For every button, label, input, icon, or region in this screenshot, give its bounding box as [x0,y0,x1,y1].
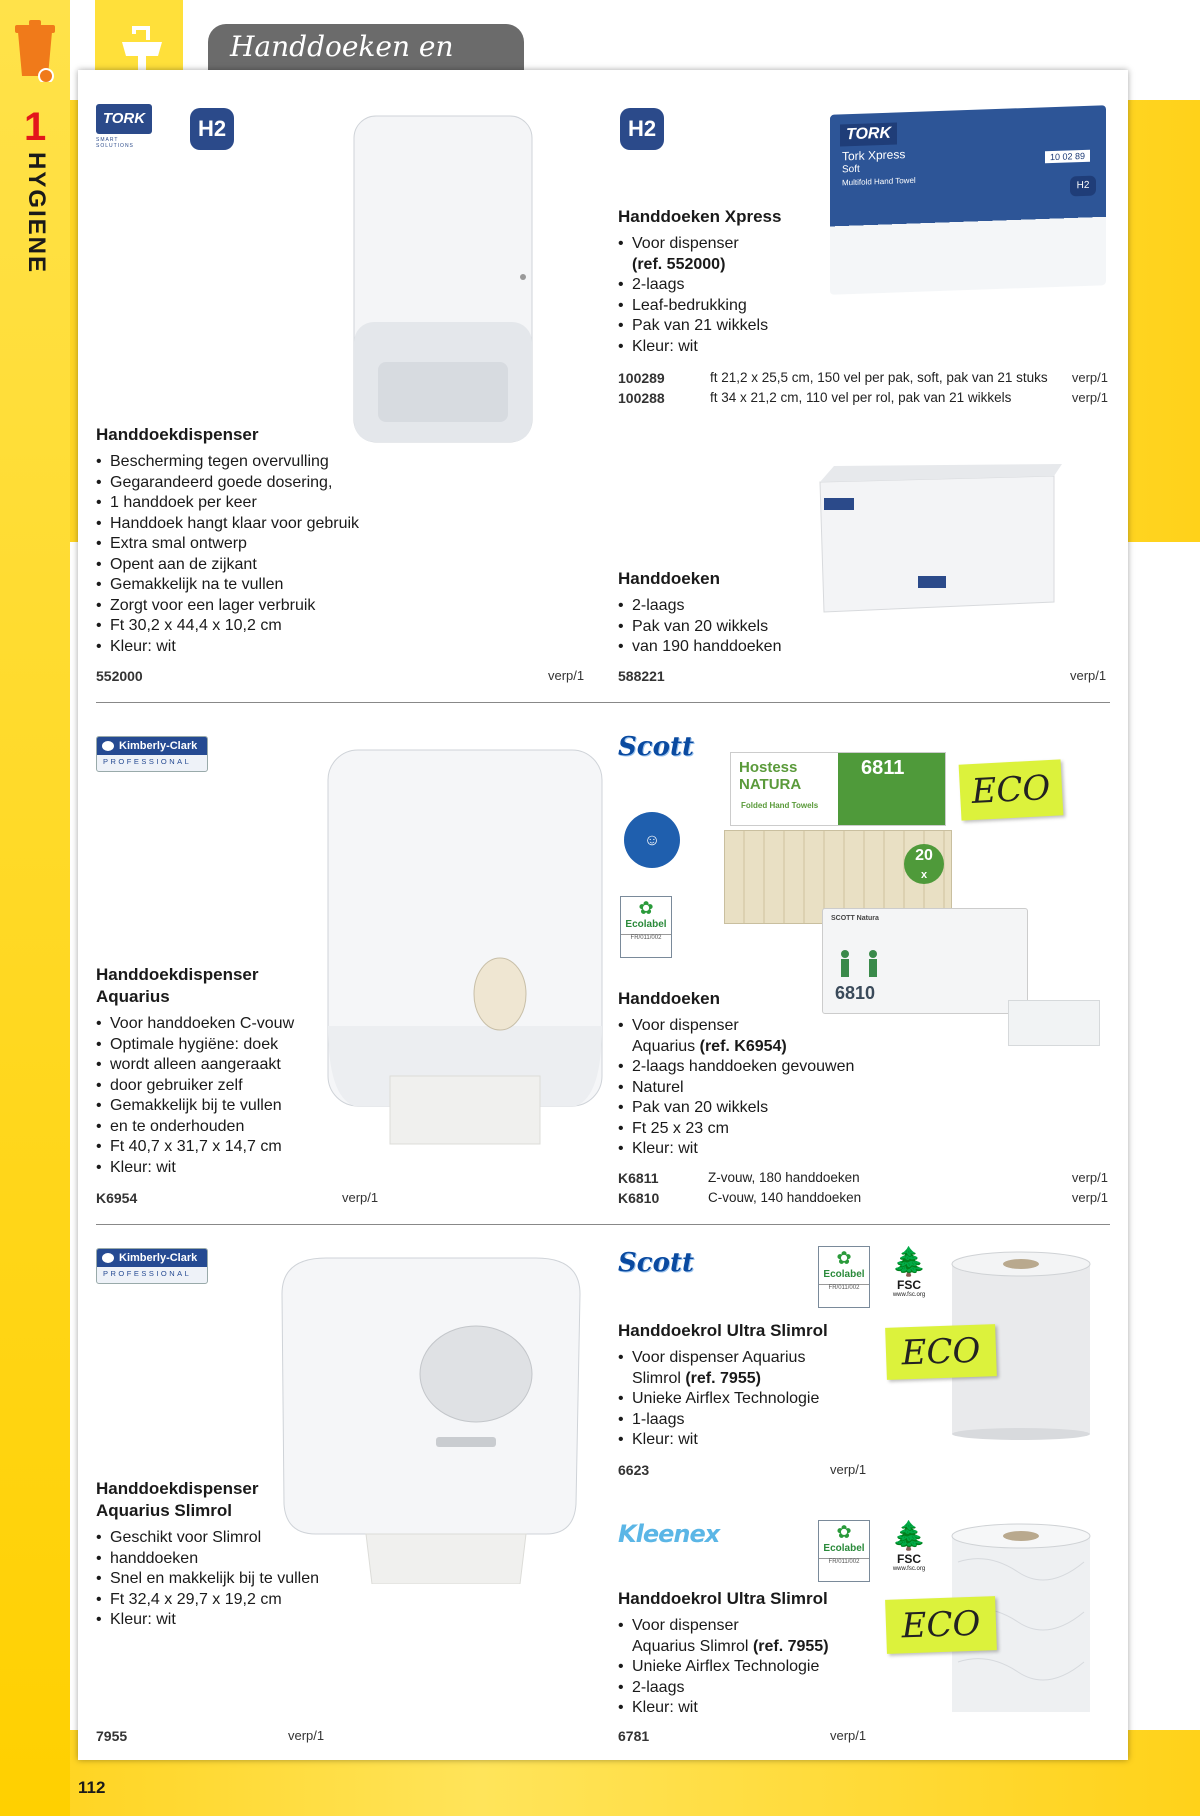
list-item-continuation: wordt alleen aangeraakt [110,1056,281,1073]
eco-label: ECO [885,1324,997,1380]
product-title: Handdoekrol Ultra Slimrol [618,1589,828,1608]
feature-list [618,1348,878,1451]
reference-link[interactable]: (ref. 552000) [632,255,726,273]
fsc-text: FSC [897,1552,921,1566]
packaging-unit: verp/1 [342,1190,379,1205]
tork-logo-mark: TORK [96,104,152,134]
list-item: • Gemakkelijk bij te vullen [96,1096,356,1117]
list-item [96,1076,356,1097]
article-code: 6781 [618,1728,650,1744]
reference-link[interactable]: (ref. 7955) [685,1369,761,1387]
eco-label: ECO [959,759,1064,820]
list-item: • 2-laags [618,1678,878,1699]
list-item: • 2-laags handdoeken gevouwen [618,1057,898,1078]
list-item: • Extra smal ontwerp [96,534,516,555]
tork-logo-sub: SMART SOLUTIONS [96,137,134,149]
product-title: Handdoekdispenser [96,425,259,444]
pack-name-line: Multifold Hand Towel [842,175,916,188]
list-item [618,234,918,275]
list-item [96,1117,356,1138]
list-item: • Unieke Airflex Technologie [618,1389,878,1410]
list-item: • Pak van 21 wikkels [618,316,918,337]
reference-link[interactable]: (ref. 7955) [752,1637,829,1655]
eco-label: ECO [885,1596,997,1654]
list-item: • Ft 40,7 x 31,7 x 14,7 cm [96,1137,356,1158]
scott-towels-block [618,988,898,1160]
list-item: • Kleur: wit [618,337,918,358]
tork-towels-block [618,568,868,658]
list-item: • Kleur: wit [96,637,516,658]
list-item: • Kleur: wit [618,1430,878,1451]
ecolabel-flower-icon: ✿ [836,1522,852,1542]
row-description: ft 21,2 x 25,5 cm, 150 vel per pak, soft, pak van 21 stuks [710,370,1048,385]
product-title [96,964,356,1008]
product-title-line: Handdoekdispenser [96,965,259,984]
list-item [96,1055,356,1076]
kleenex-logo: Kleenex [618,1520,720,1548]
packaging-unit: verp/1 [1070,668,1107,683]
ecolabel-flower-icon: ✿ [638,898,654,918]
pack-number: 6811 [861,757,905,779]
list-item: • Naturel [618,1078,898,1099]
pack-name: NATURA [739,776,802,793]
table-row [618,1170,1108,1190]
kc-logo-sub: PROFESSIONAL [103,1269,192,1278]
towel-stack-image [1008,1000,1100,1046]
ecolabel-text: Ecolabel [823,1543,865,1554]
product-title: Handdoeken [618,569,721,588]
list-item-text: Aquarius [632,1037,696,1055]
list-item [96,493,516,514]
kc-logo-name: Kimberly-Clark [97,737,207,755]
kc-logo-name: Kimberly-Clark [97,1249,207,1267]
tork-dispenser-block [96,424,516,657]
reference-link[interactable]: (ref. K6954) [699,1037,787,1055]
scott-logo: Scott [618,1248,694,1278]
packaging-unit: verp/1 [1071,1170,1108,1185]
ecolabel-number: FR/011/002 [819,1558,869,1565]
list-item: • Opent aan de zijkant [96,555,516,576]
product-title: Handdoeken Xpress [618,207,782,226]
pack-sub: Folded Hand Towels [741,801,819,810]
aquarius-block [96,964,356,1178]
list-item-continuation: handdoeken [110,1549,199,1567]
ecolabel-logo [818,1246,870,1308]
product-title-line: Aquarius Slimrol [96,1501,233,1520]
packaging-unit: verp/1 [1071,390,1108,405]
kc-logo-sub: PROFESSIONAL [103,757,192,766]
ecolabel-number: FR/011/002 [819,1284,869,1291]
list-item: • Ft 25 x 23 cm [618,1119,898,1140]
list-item: • Ft 30,2 x 44,4 x 10,2 cm [96,616,516,637]
ecolabel-number: FR/011/002 [621,934,671,941]
row-description: C-vouw, 140 handdoeken [708,1190,862,1205]
scott-logo: Scott [618,732,694,762]
list-item: • Kleur: wit [96,1158,356,1179]
section-title: Handdoeken en [208,24,524,70]
article-code: 100288 [618,390,665,406]
pack-number: 6810 [835,983,876,1003]
article-code: 7955 [96,1728,128,1744]
fsc-text: FSC [897,1278,921,1292]
people-icon [833,949,893,979]
kimberly-clark-logo [96,1248,208,1284]
list-item: • Zorgt voor een lager verbruik [96,596,516,617]
article-code: K6811 [618,1170,659,1186]
list-item: • Unieke Airflex Technologie [618,1657,878,1678]
tork-logo [96,104,156,152]
fsc-logo [884,1246,934,1312]
pack-label: SCOTT Natura [831,915,879,922]
pack-name-line: Tork Xpress [842,147,906,164]
feature-list [618,596,868,658]
kleenex-slimrol-block [618,1588,878,1719]
list-item [618,1616,878,1657]
packaging-unit: verp/1 [548,668,585,683]
list-item: • 2-laags [618,596,868,617]
product-title: Handdoekrol Ultra Slimrol [618,1321,828,1340]
ecolabel-text: Ecolabel [625,919,667,930]
list-item: • Optimale hygiëne: doek [96,1035,356,1056]
feature-list [618,1616,878,1719]
article-code: K6810 [618,1190,660,1206]
feature-list [96,452,516,657]
row-description: ft 34 x 21,2 cm, 110 vel per rol, pak van 21 wikkels [710,390,1012,405]
ecolabel-text: Ecolabel [823,1269,865,1280]
table-row [618,1190,1108,1210]
list-item: • Ft 32,4 x 29,7 x 19,2 cm [96,1590,356,1611]
pack-name [842,148,916,190]
table-row [618,390,1108,410]
ecolabel-logo [620,896,672,958]
waste-bin-icon [14,20,56,82]
article-code: 552000 [96,668,143,684]
list-item-text: Slimrol [632,1369,681,1387]
ecolabel-flower-icon: ✿ [836,1248,852,1268]
feature-list [618,234,918,357]
list-item-continuation: door gebruiker zelf [110,1076,243,1094]
product-title [96,1478,356,1522]
list-item: • 2-laags [618,275,918,296]
list-item-continuation: en te onderhouden [110,1117,245,1135]
pack-h2: H2 [1070,176,1096,197]
list-item: • 1-laags [618,1410,878,1431]
section-divider [96,702,1110,703]
list-item-text: Aquarius Slimrol [632,1637,749,1655]
list-item: • Snel en makkelijk bij te vullen [96,1569,356,1590]
list-item: • Pak van 20 wikkels [618,1098,898,1119]
list-item-text: Voor dispenser [632,235,739,252]
product-title-line: Handdoekdispenser [96,1479,259,1498]
article-code: 100289 [618,370,665,386]
list-item: • Geschikt voor Slimrol [96,1528,356,1549]
feature-list [96,1014,356,1178]
chapter-name: HYGIENE [23,152,50,275]
packaging-unit: verp/1 [1071,370,1108,385]
fsc-logo [884,1520,934,1586]
row-description: Z-vouw, 180 handdoeken [708,1170,860,1185]
list-item: • Voor handdoeken C-vouw [96,1014,356,1035]
table-row [618,370,1108,390]
page-number: 112 [78,1778,106,1797]
list-item: • Leaf-bedrukking [618,296,918,317]
packaging-unit: verp/1 [288,1728,325,1743]
blue-angel-icon: ☺ [643,832,661,849]
tork-xpress-block [618,206,918,357]
list-item: • Gemakkelijk na te vullen [96,575,516,596]
pack-number: 10 02 89 [1045,150,1090,164]
pack-count: 20 [915,847,933,864]
fsc-url: www.fsc.org [892,1566,926,1572]
list-item-continuation: van 190 handdoeken [632,638,782,655]
list-item-continuation: 1 handdoek per keer [110,494,257,511]
scott-slimrol-block [618,1320,878,1451]
tork-dispenser-image [348,112,538,450]
list-item-text: Voor dispenser [632,1617,739,1634]
catalog-page [78,70,1128,1760]
tork-xpress-table [618,370,1108,410]
packaging-unit: verp/1 [830,1728,867,1743]
feature-list [618,1016,898,1160]
list-item: • Kleur: wit [618,1698,878,1719]
list-item-text: Voor dispenser Aquarius [632,1349,806,1366]
product-title: Handdoeken [618,989,721,1008]
fsc-tree-icon: 🌲 [891,1246,927,1277]
list-item [618,1016,898,1057]
product-title-line: Aquarius [96,987,170,1006]
packaging-unit: verp/1 [1071,1190,1108,1205]
feature-list [96,1528,356,1631]
list-item [618,1348,878,1389]
article-code: 588221 [618,668,665,684]
blue-angel-logo [624,812,680,868]
fsc-url: www.fsc.org [892,1292,926,1298]
article-code: K6954 [96,1190,138,1206]
slimrol-dispenser-block [96,1478,356,1631]
pack-name-line: Soft [842,163,860,176]
list-item: • Kleur: wit [618,1139,898,1160]
list-item-text: Voor dispenser [632,1017,739,1034]
pack-count-x: x [920,869,928,881]
aquarius-dispenser-image [324,746,606,1146]
list-item: • Bescherming tegen overvulling [96,452,516,473]
h2-badge: H2 [620,108,664,150]
pack-brand: TORK [840,122,897,146]
article-code: 6623 [618,1462,650,1478]
kimberly-clark-logo [96,736,208,772]
ecolabel-logo [818,1520,870,1582]
fsc-tree-icon: 🌲 [891,1520,927,1551]
list-item [618,637,868,658]
list-item: • Kleur: wit [96,1610,356,1631]
section-divider [96,1224,1110,1225]
packaging-unit: verp/1 [830,1462,867,1477]
list-item: • Handdoek hangt klaar voor gebruik [96,514,516,535]
pack-brand: Hostess [739,759,798,776]
list-item: • Pak van 20 wikkels [618,617,868,638]
h2-badge: H2 [190,108,234,150]
scott-towels-table [618,1170,1108,1210]
list-item: • Gegarandeerd goede dosering, [96,473,516,494]
chapter-number: 1 [24,105,47,149]
list-item [96,1549,356,1570]
